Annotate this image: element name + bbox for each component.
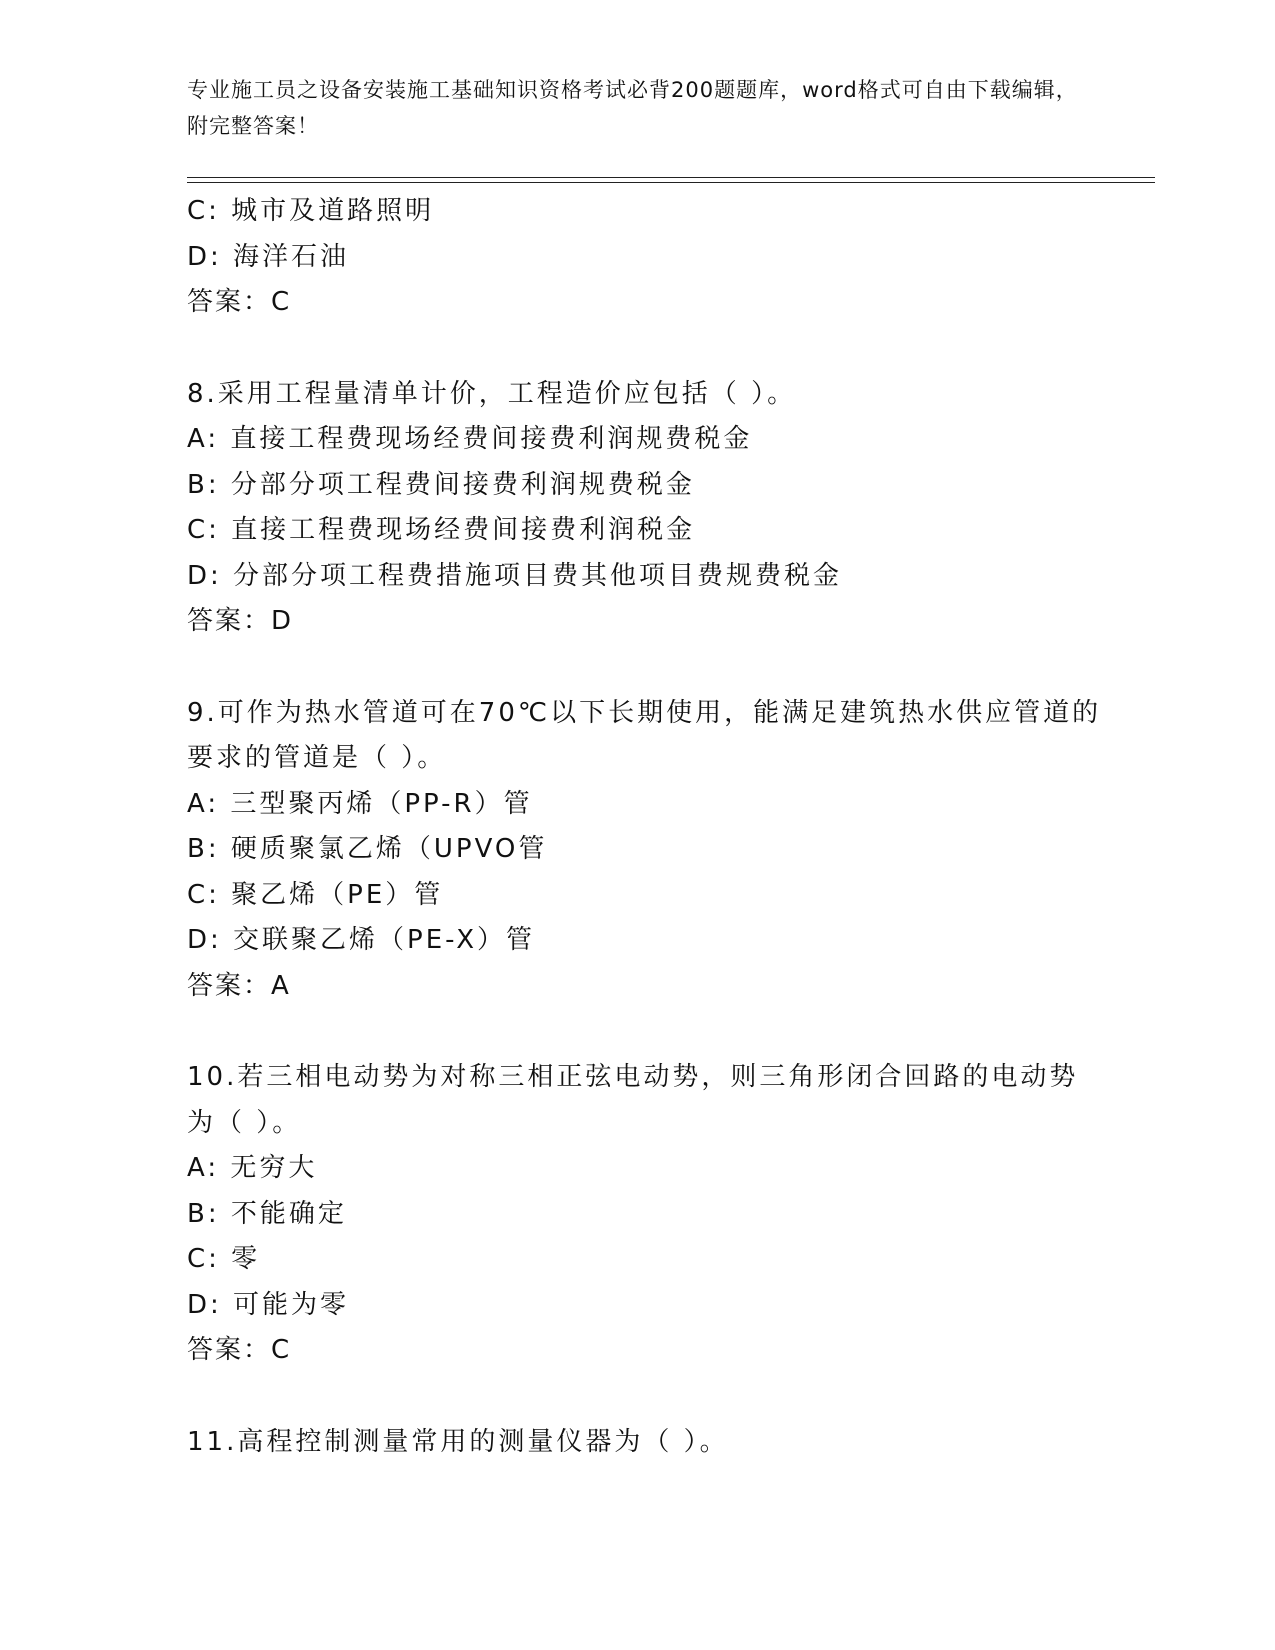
- question-text: 8.采用工程量清单计价，工程造价应包括（ ）。: [187, 378, 797, 409]
- option-b: B: 硬质聚氯乙烯（UPVO管: [187, 834, 548, 864]
- question-block-9: [187, 691, 1107, 1010]
- question-block-11: [187, 1420, 1107, 1466]
- option-d: D: 交联聚乙烯（PE-X）管: [187, 925, 536, 955]
- option-d: D: 可能为零: [187, 1289, 350, 1320]
- question-block-10: [187, 1055, 1107, 1374]
- option-a: A: 三型聚丙烯（PP-R）管: [187, 788, 533, 819]
- header-divider-bottom: [187, 182, 1155, 183]
- option-c: C: 城市及道路照明: [187, 196, 435, 226]
- question-block-partial: [187, 189, 1107, 326]
- option-c: C: 聚乙烯（PE）管: [187, 879, 444, 910]
- document-header: [187, 72, 1087, 144]
- spacer: [187, 326, 1107, 372]
- answer-line: 答案：D: [187, 606, 294, 636]
- option-a: A: 无穷大: [187, 1153, 318, 1183]
- option-a: A: 直接工程费现场经费间接费利润规费税金: [187, 424, 753, 454]
- spacer: [187, 1009, 1107, 1055]
- answer-line: 答案：C: [187, 1335, 292, 1365]
- option-d: D: 分部分项工程费措施项目费其他项目费规费税金: [187, 560, 843, 591]
- option-b: B: 分部分项工程费间接费利润规费税金: [187, 469, 695, 500]
- question-text: 10.若三相电动势为对称三相正弦电动势，则三角形闭合回路的电动势为（ ）。: [187, 1062, 1079, 1138]
- question-text: 9.可作为热水管道可在70℃以下长期使用，能满足建筑热水供应管道的要求的管道是（ ）。: [187, 697, 1102, 773]
- answer-line: 答案：C: [187, 287, 292, 317]
- option-d: D: 海洋石油: [187, 241, 350, 272]
- answer-line: 答案：A: [187, 970, 291, 1001]
- spacer: [187, 645, 1107, 691]
- spacer: [187, 1374, 1107, 1420]
- header-divider-top: [187, 177, 1155, 178]
- option-b: B: 不能确定: [187, 1198, 347, 1229]
- question-text: 11.高程控制测量常用的测量仪器为（ ）。: [187, 1426, 729, 1457]
- question-block-8: [187, 372, 1107, 645]
- document-title: 专业施工员之设备安装施工基础知识资格考试必背200题题库，word格式可自由下载编辑，附完整答案！: [187, 78, 1078, 138]
- option-c: C: 直接工程费现场经费间接费利润税金: [187, 515, 696, 545]
- question-list: [187, 189, 1107, 1465]
- option-c: C: 零: [187, 1244, 261, 1274]
